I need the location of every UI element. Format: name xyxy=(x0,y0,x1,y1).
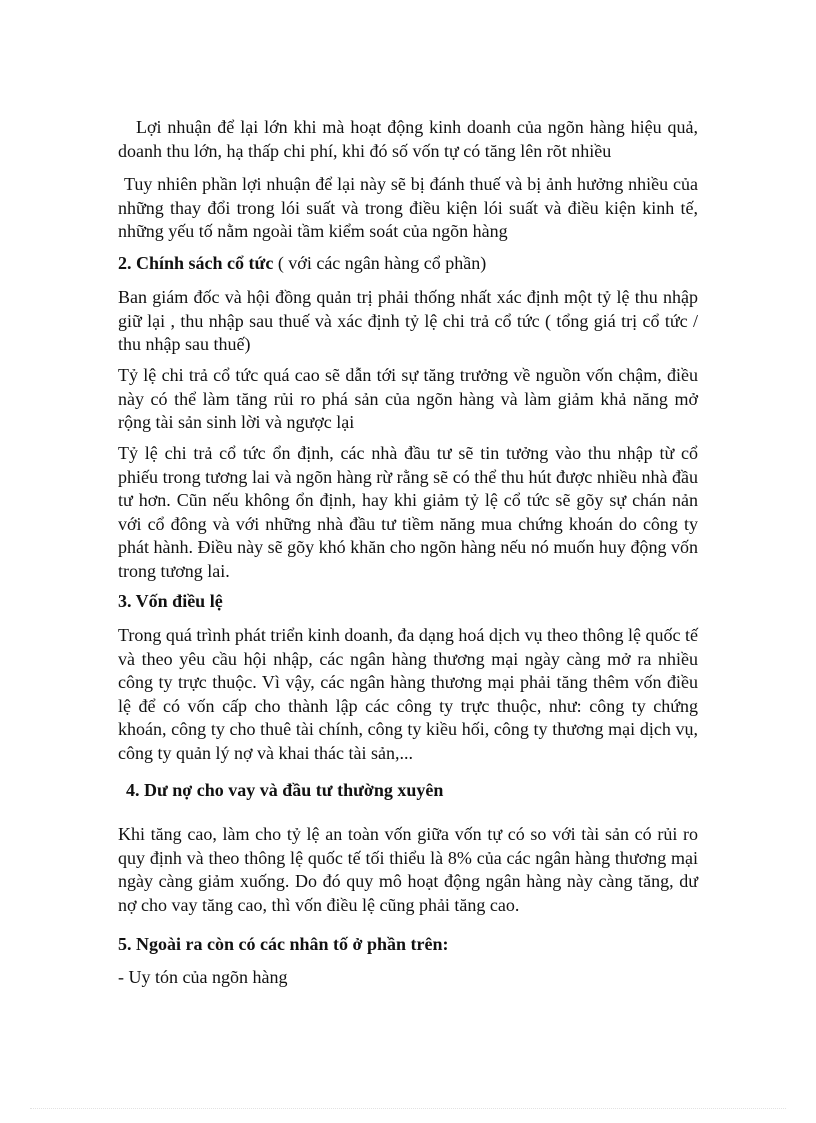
heading-text: 4. Dư nợ cho vay và đầu tư thường xuyên xyxy=(126,780,444,800)
heading-text: 2. Chính sách cổ tức xyxy=(118,253,274,273)
paragraph-board-decision xyxy=(118,286,698,357)
paragraph-text: Tuy nhiên phần lợi nhuận để lại này sẽ bị đánh thuế và bị ảnh hưởng nhiều của những thay đổi trong lói suất và trong điều kiện lói suất và điều kiện kinh tế, những yếu tố nằm ngoài tầm kiểm soát của ngõn hàng xyxy=(118,174,698,241)
paragraph-text: Tỷ lệ chi trả cổ tức ổn định, các nhà đầu tư sẽ tin tưởng vào thu nhập từ cổ phiếu trong tương lai và ngõn hàng rừ rằng sẽ có thể thu hút được nhiều nhà đầu tư hơn. Cũn nếu không ổn định, hay khi giảm tỷ lệ cổ tức sẽ gõy sự chán nản với cổ đông và với những nhà đầu tư tiềm năng mua chứng khoán do công ty phát hành. Điều này sẽ gõy khó khăn cho ngõn hàng nếu nó muốn huy động vốn trong tương lai. xyxy=(118,443,698,581)
paragraph-text: Tỷ lệ chi trả cổ tức quá cao sẽ dẫn tới sự tăng trưởng về nguồn vốn chậm, điều này có thể làm tăng rủi ro phá sản của ngõn hàng và làm giảm khả năng mở rộng tài sản sinh lời và ngược lại xyxy=(118,365,698,432)
paragraph-text: Khi tăng cao, làm cho tỷ lệ an toàn vốn giữa vốn tự có so với tài sản có rủi ro quy định và theo thông lệ quốc tế tối thiểu là 8% của các ngân hàng thương mại ngày càng giảm xuống. Do đó quy mô hoạt động ngân hàng này càng tăng, dư nợ cho vay tăng cao, thì vốn điều lệ cũng phải tăng cao. xyxy=(118,824,698,915)
heading-note: ( với các ngân hàng cổ phần) xyxy=(273,253,487,273)
paragraph-tax-impact xyxy=(118,173,698,244)
heading-charter-capital xyxy=(118,590,698,614)
paragraph-subsidiaries xyxy=(118,624,698,765)
heading-text: 3. Vốn điều lệ xyxy=(118,591,223,611)
paragraph-high-payout xyxy=(118,364,698,435)
paragraph-capital-ratio xyxy=(118,823,698,917)
heading-dividend-policy xyxy=(118,252,698,276)
page-divider xyxy=(30,1108,786,1109)
paragraph-text: Trong quá trình phát triển kinh doanh, đa dạng hoá dịch vụ theo thông lệ quốc tế và theo yêu cầu hội nhập, các ngân hàng thương mại ngày càng mở ra nhiều công ty trực thuộc. Vì vậy, các ngân hàng thương mại phải tăng thêm vốn điều lệ để có vốn cấp cho thành lập các công ty trực thuộc, như: công ty chứng khoán, công ty cho thuê tài chính, công ty kiều hối, công ty thương mại dịch vụ, công ty quản lý nợ và khai thác tài sản,... xyxy=(118,625,698,763)
paragraph-retained-earnings xyxy=(118,116,698,163)
list-item-reputation xyxy=(118,966,698,990)
heading-other-factors xyxy=(118,933,698,957)
heading-loans xyxy=(126,779,706,803)
paragraph-stable-payout xyxy=(118,442,698,583)
paragraph-text: Ban giám đốc và hội đồng quản trị phải thống nhất xác định một tỷ lệ thu nhập giữ lại , thu nhập sau thuế và xác định tỷ lệ chi trả cổ tức ( tổng giá trị cổ tức / thu nhập sau thuế) xyxy=(118,287,698,354)
heading-text: 5. Ngoài ra còn có các nhân tố ở phần trên: xyxy=(118,934,449,954)
paragraph-text: Lợi nhuận để lại lớn khi mà hoạt động kinh doanh của ngõn hàng hiệu quả, doanh thu lớn, hạ thấp chi phí, khi đó số vốn tự có tăng lên rõt nhiều xyxy=(118,117,698,161)
list-item-text: - Uy tón của ngõn hàng xyxy=(118,967,288,987)
